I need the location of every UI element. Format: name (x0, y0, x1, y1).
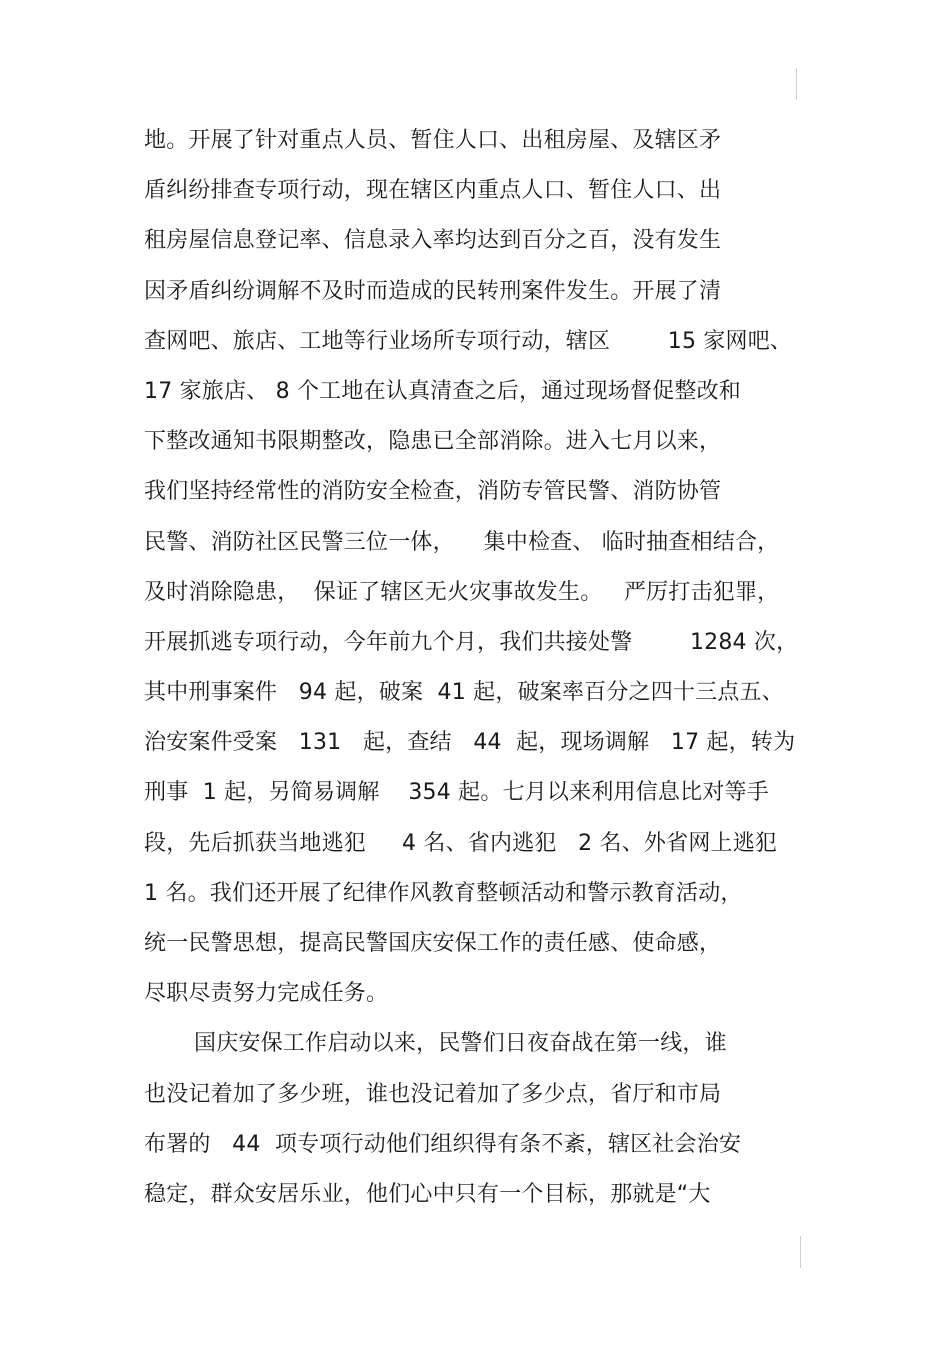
text-line: 及时消除隐患， 保证了辖区无火灾事故发生。 严厉打击犯罪， (144, 579, 780, 605)
text-line: 开展抓逃专项行动，今年前九个月，我们共接处警 1284 次， (144, 629, 799, 655)
text-line: 布署的 44 项专项行动他们组织得有条不紊，辖区社会治安 (144, 1131, 742, 1157)
text-line: 地。开展了针对重点人员、暂住人口、出租房屋、及辖区矛 (144, 128, 722, 153)
text-line: 统一民警思想，提高民警国庆安保工作的责任感、使命感， (144, 931, 722, 956)
text-line: 尽职尽责努力完成任务。 (144, 981, 389, 1007)
text-line: 我们坚持经常性的消防安全检查，消防专管民警、消防协管 (144, 479, 722, 505)
text-line: 治安案件受案 131 起，查结 44 起，现场调解 17 起，转为 (144, 730, 796, 756)
body-text (144, 122, 814, 1226)
text-line: 查网吧、旅店、工地等行业场所专项行动，辖区 15 家网吧、 (144, 328, 793, 354)
text-line: 也没记着加了多少班，谁也没记着加了多少点，省厅和市局 (144, 1081, 722, 1107)
text-line: 下整改通知书限期整改，隐患已全部消除。进入七月以来， (144, 429, 722, 455)
margin-mark-top (796, 68, 797, 100)
text-line: 国庆安保工作启动以来，民警们日夜奋战在第一线，谁 (194, 1031, 727, 1057)
text-line: 租房屋信息登记率、信息录入率均达到百分之百，没有发生 (144, 228, 722, 254)
margin-mark-bottom (800, 1236, 801, 1268)
text-line: 盾纠纷排查专项行动，现在辖区内重点人口、暂住人口、出 (144, 178, 722, 204)
text-line: 1 名。我们还开展了纪律作风教育整顿活动和警示教育活动， (144, 880, 743, 906)
text-line: 其中刑事案件 94 起，破案 41 起，破案率百分之四十三点五、 (144, 680, 784, 706)
text-line: 稳定，群众安居乐业，他们心中只有一个目标，那就是“大 (144, 1181, 711, 1207)
text-line: 刑事 1 起，另简易调解 354 起。七月以来利用信息比对等手 (144, 780, 769, 806)
text-line: 民警、消防社区民警三位一体， 集中检查、 临时抽查相结合， (144, 529, 780, 555)
text-line: 因矛盾纠纷调解不及时而造成的民转刑案件发生。开展了清 (144, 278, 722, 304)
text-line: 段，先后抓获当地逃犯 4 名、省内逃犯 2 名、外省网上逃犯 (144, 830, 778, 856)
text-line: 17 家旅店、 8 个工地在认真清查之后，通过现场督促整改和 (144, 378, 741, 404)
